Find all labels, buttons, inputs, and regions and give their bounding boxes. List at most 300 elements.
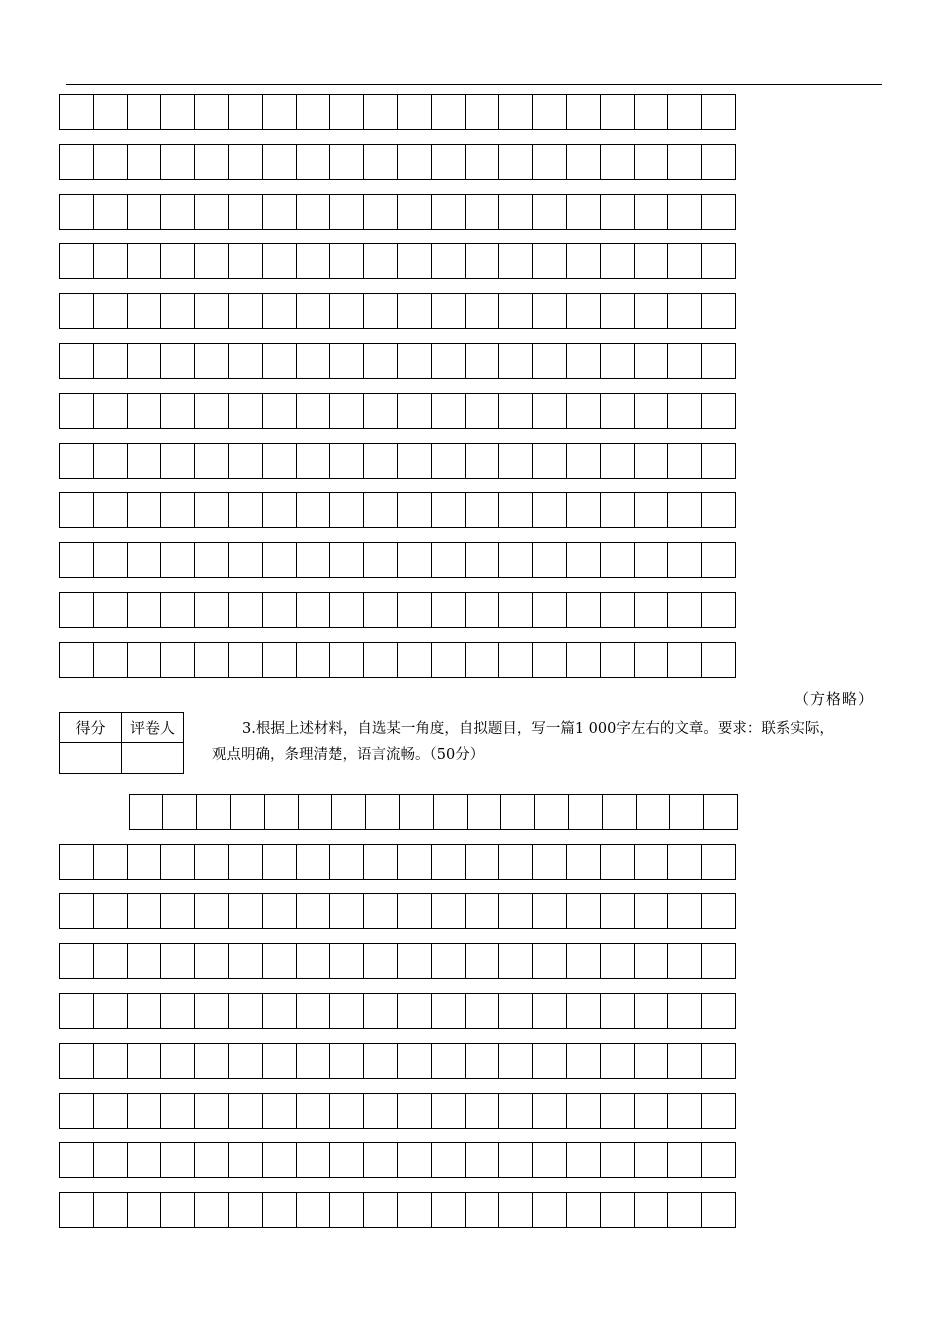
writing-cell[interactable] xyxy=(262,592,297,628)
writing-cell[interactable] xyxy=(465,943,500,979)
writing-cell[interactable] xyxy=(465,993,500,1029)
writing-cell[interactable] xyxy=(363,343,398,379)
writing-cell[interactable] xyxy=(59,542,94,578)
writing-cell[interactable] xyxy=(93,144,128,180)
writing-cell[interactable] xyxy=(329,1192,364,1228)
writing-cell[interactable] xyxy=(262,1142,297,1178)
writing-cell[interactable] xyxy=(228,492,263,528)
writing-cell[interactable] xyxy=(228,144,263,180)
writing-cell[interactable] xyxy=(194,94,229,130)
writing-cell[interactable] xyxy=(498,393,533,429)
writing-cell[interactable] xyxy=(127,393,162,429)
writing-cell[interactable] xyxy=(59,1142,94,1178)
writing-cell[interactable] xyxy=(296,94,331,130)
writing-cell[interactable] xyxy=(600,443,635,479)
writing-cell[interactable] xyxy=(532,1043,567,1079)
writing-cell[interactable] xyxy=(127,1192,162,1228)
writing-cell[interactable] xyxy=(93,592,128,628)
writing-cell[interactable] xyxy=(262,943,297,979)
writing-cell[interactable] xyxy=(296,492,331,528)
writing-cell[interactable] xyxy=(566,243,601,279)
writing-cell[interactable] xyxy=(433,794,468,830)
writing-cell[interactable] xyxy=(93,1142,128,1178)
writing-cell[interactable] xyxy=(93,844,128,880)
writing-cell[interactable] xyxy=(498,893,533,929)
writing-cell[interactable] xyxy=(194,642,229,678)
writing-cell[interactable] xyxy=(127,642,162,678)
writing-cell[interactable] xyxy=(667,642,702,678)
writing-cell[interactable] xyxy=(296,1043,331,1079)
writing-cell[interactable] xyxy=(600,194,635,230)
writing-cell[interactable] xyxy=(498,993,533,1029)
writing-cell[interactable] xyxy=(329,343,364,379)
writing-cell[interactable] xyxy=(162,794,197,830)
writing-cell[interactable] xyxy=(59,443,94,479)
writing-cell[interactable] xyxy=(397,1192,432,1228)
writing-cell[interactable] xyxy=(194,893,229,929)
writing-cell[interactable] xyxy=(600,542,635,578)
writing-cell[interactable] xyxy=(296,592,331,628)
writing-cell[interactable] xyxy=(566,1043,601,1079)
writing-cell[interactable] xyxy=(127,592,162,628)
writing-cell[interactable] xyxy=(160,844,195,880)
writing-cell[interactable] xyxy=(93,293,128,329)
writing-cell[interactable] xyxy=(634,1192,669,1228)
writing-cell[interactable] xyxy=(634,1043,669,1079)
writing-cell[interactable] xyxy=(667,343,702,379)
writing-cell[interactable] xyxy=(534,794,569,830)
writing-cell[interactable] xyxy=(160,592,195,628)
writing-cell[interactable] xyxy=(93,1093,128,1129)
writing-cell[interactable] xyxy=(600,993,635,1029)
writing-cell[interactable] xyxy=(431,993,466,1029)
writing-cell[interactable] xyxy=(701,844,736,880)
writing-cell[interactable] xyxy=(566,492,601,528)
writing-cell[interactable] xyxy=(127,1142,162,1178)
writing-cell[interactable] xyxy=(194,542,229,578)
writing-cell[interactable] xyxy=(194,1043,229,1079)
writing-cell[interactable] xyxy=(296,993,331,1029)
writing-cell[interactable] xyxy=(465,94,500,130)
writing-cell[interactable] xyxy=(498,844,533,880)
writing-cell[interactable] xyxy=(262,1192,297,1228)
writing-cell[interactable] xyxy=(296,343,331,379)
writing-cell[interactable] xyxy=(532,492,567,528)
writing-cell[interactable] xyxy=(465,144,500,180)
writing-cell[interactable] xyxy=(701,1043,736,1079)
writing-cell[interactable] xyxy=(532,592,567,628)
writing-cell[interactable] xyxy=(634,243,669,279)
writing-cell[interactable] xyxy=(431,844,466,880)
writing-cell[interactable] xyxy=(600,94,635,130)
grader-field[interactable] xyxy=(122,743,184,774)
writing-cell[interactable] xyxy=(667,393,702,429)
writing-cell[interactable] xyxy=(160,144,195,180)
writing-cell[interactable] xyxy=(566,144,601,180)
writing-cell[interactable] xyxy=(667,542,702,578)
writing-cell[interactable] xyxy=(397,592,432,628)
writing-cell[interactable] xyxy=(329,194,364,230)
writing-cell[interactable] xyxy=(296,393,331,429)
writing-cell[interactable] xyxy=(329,1043,364,1079)
writing-cell[interactable] xyxy=(228,243,263,279)
writing-cell[interactable] xyxy=(160,293,195,329)
writing-cell[interactable] xyxy=(262,144,297,180)
writing-cell[interactable] xyxy=(194,1093,229,1129)
writing-cell[interactable] xyxy=(566,94,601,130)
writing-cell[interactable] xyxy=(59,943,94,979)
writing-cell[interactable] xyxy=(498,492,533,528)
writing-cell[interactable] xyxy=(363,492,398,528)
writing-cell[interactable] xyxy=(329,94,364,130)
writing-cell[interactable] xyxy=(363,844,398,880)
writing-cell[interactable] xyxy=(498,443,533,479)
writing-cell[interactable] xyxy=(329,893,364,929)
writing-cell[interactable] xyxy=(160,94,195,130)
writing-cell[interactable] xyxy=(296,144,331,180)
writing-cell[interactable] xyxy=(600,393,635,429)
writing-cell[interactable] xyxy=(59,144,94,180)
writing-cell[interactable] xyxy=(498,194,533,230)
writing-cell[interactable] xyxy=(363,293,398,329)
writing-cell[interactable] xyxy=(127,343,162,379)
writing-cell[interactable] xyxy=(160,943,195,979)
writing-cell[interactable] xyxy=(431,492,466,528)
writing-cell[interactable] xyxy=(500,794,535,830)
writing-cell[interactable] xyxy=(465,893,500,929)
writing-cell[interactable] xyxy=(634,194,669,230)
writing-cell[interactable] xyxy=(262,293,297,329)
writing-cell[interactable] xyxy=(667,844,702,880)
writing-cell[interactable] xyxy=(264,794,299,830)
writing-cell[interactable] xyxy=(532,1192,567,1228)
writing-cell[interactable] xyxy=(667,1142,702,1178)
writing-cell[interactable] xyxy=(363,194,398,230)
writing-cell[interactable] xyxy=(59,844,94,880)
writing-cell[interactable] xyxy=(160,194,195,230)
writing-cell[interactable] xyxy=(397,492,432,528)
writing-cell[interactable] xyxy=(498,642,533,678)
writing-cell[interactable] xyxy=(93,393,128,429)
writing-cell[interactable] xyxy=(194,443,229,479)
writing-cell[interactable] xyxy=(262,94,297,130)
writing-cell[interactable] xyxy=(262,642,297,678)
writing-cell[interactable] xyxy=(634,492,669,528)
writing-cell[interactable] xyxy=(93,993,128,1029)
writing-cell[interactable] xyxy=(262,243,297,279)
writing-cell[interactable] xyxy=(498,1142,533,1178)
writing-cell[interactable] xyxy=(160,1093,195,1129)
writing-cell[interactable] xyxy=(329,1142,364,1178)
writing-cell[interactable] xyxy=(600,343,635,379)
writing-cell[interactable] xyxy=(465,844,500,880)
writing-cell[interactable] xyxy=(262,343,297,379)
writing-cell[interactable] xyxy=(600,1192,635,1228)
writing-cell[interactable] xyxy=(329,943,364,979)
writing-cell[interactable] xyxy=(701,443,736,479)
writing-cell[interactable] xyxy=(127,492,162,528)
writing-cell[interactable] xyxy=(566,343,601,379)
writing-cell[interactable] xyxy=(228,993,263,1029)
writing-cell[interactable] xyxy=(566,194,601,230)
writing-cell[interactable] xyxy=(532,94,567,130)
writing-cell[interactable] xyxy=(667,592,702,628)
writing-cell[interactable] xyxy=(194,993,229,1029)
writing-cell[interactable] xyxy=(431,1093,466,1129)
writing-cell[interactable] xyxy=(600,943,635,979)
writing-cell[interactable] xyxy=(59,893,94,929)
writing-cell[interactable] xyxy=(296,893,331,929)
writing-cell[interactable] xyxy=(397,293,432,329)
writing-cell[interactable] xyxy=(228,1043,263,1079)
writing-cell[interactable] xyxy=(329,293,364,329)
writing-cell[interactable] xyxy=(329,443,364,479)
writing-cell[interactable] xyxy=(431,443,466,479)
writing-cell[interactable] xyxy=(363,443,398,479)
writing-cell[interactable] xyxy=(59,492,94,528)
writing-cell[interactable] xyxy=(228,443,263,479)
writing-cell[interactable] xyxy=(701,293,736,329)
writing-cell[interactable] xyxy=(532,993,567,1029)
writing-cell[interactable] xyxy=(568,794,603,830)
writing-cell[interactable] xyxy=(59,592,94,628)
writing-cell[interactable] xyxy=(397,144,432,180)
writing-cell[interactable] xyxy=(399,794,434,830)
writing-cell[interactable] xyxy=(194,1142,229,1178)
writing-cell[interactable] xyxy=(296,642,331,678)
writing-cell[interactable] xyxy=(228,943,263,979)
writing-cell[interactable] xyxy=(431,243,466,279)
writing-cell[interactable] xyxy=(329,144,364,180)
score-field[interactable] xyxy=(60,743,122,774)
writing-cell[interactable] xyxy=(262,1043,297,1079)
writing-cell[interactable] xyxy=(329,393,364,429)
writing-cell[interactable] xyxy=(127,993,162,1029)
writing-cell[interactable] xyxy=(532,1142,567,1178)
writing-cell[interactable] xyxy=(667,194,702,230)
writing-cell[interactable] xyxy=(127,844,162,880)
writing-cell[interactable] xyxy=(636,794,671,830)
writing-cell[interactable] xyxy=(701,1093,736,1129)
writing-cell[interactable] xyxy=(363,542,398,578)
writing-cell[interactable] xyxy=(93,243,128,279)
writing-cell[interactable] xyxy=(228,642,263,678)
writing-cell[interactable] xyxy=(701,993,736,1029)
writing-cell[interactable] xyxy=(566,1093,601,1129)
writing-cell[interactable] xyxy=(127,542,162,578)
writing-cell[interactable] xyxy=(363,1192,398,1228)
writing-cell[interactable] xyxy=(296,1093,331,1129)
writing-cell[interactable] xyxy=(701,194,736,230)
writing-cell[interactable] xyxy=(397,642,432,678)
writing-cell[interactable] xyxy=(127,144,162,180)
writing-cell[interactable] xyxy=(397,844,432,880)
writing-cell[interactable] xyxy=(465,243,500,279)
writing-cell[interactable] xyxy=(566,844,601,880)
writing-cell[interactable] xyxy=(262,1093,297,1129)
writing-cell[interactable] xyxy=(701,592,736,628)
writing-cell[interactable] xyxy=(160,542,195,578)
writing-cell[interactable] xyxy=(667,243,702,279)
writing-cell[interactable] xyxy=(431,642,466,678)
writing-cell[interactable] xyxy=(431,592,466,628)
writing-cell[interactable] xyxy=(566,993,601,1029)
writing-cell[interactable] xyxy=(498,1043,533,1079)
writing-cell[interactable] xyxy=(498,243,533,279)
writing-cell[interactable] xyxy=(127,243,162,279)
writing-cell[interactable] xyxy=(634,393,669,429)
writing-cell[interactable] xyxy=(566,1192,601,1228)
writing-cell[interactable] xyxy=(93,1043,128,1079)
writing-cell[interactable] xyxy=(363,1043,398,1079)
writing-cell[interactable] xyxy=(600,243,635,279)
writing-cell[interactable] xyxy=(194,592,229,628)
writing-cell[interactable] xyxy=(566,293,601,329)
writing-cell[interactable] xyxy=(59,1043,94,1079)
writing-cell[interactable] xyxy=(600,893,635,929)
writing-cell[interactable] xyxy=(127,943,162,979)
writing-cell[interactable] xyxy=(329,592,364,628)
writing-cell[interactable] xyxy=(431,343,466,379)
writing-cell[interactable] xyxy=(465,1192,500,1228)
writing-cell[interactable] xyxy=(228,393,263,429)
writing-cell[interactable] xyxy=(298,794,333,830)
writing-cell[interactable] xyxy=(59,343,94,379)
writing-cell[interactable] xyxy=(532,844,567,880)
writing-cell[interactable] xyxy=(634,993,669,1029)
writing-cell[interactable] xyxy=(194,194,229,230)
writing-cell[interactable] xyxy=(228,592,263,628)
writing-cell[interactable] xyxy=(93,443,128,479)
writing-cell[interactable] xyxy=(127,1093,162,1129)
writing-cell[interactable] xyxy=(600,642,635,678)
writing-cell[interactable] xyxy=(667,144,702,180)
writing-cell[interactable] xyxy=(667,943,702,979)
writing-cell[interactable] xyxy=(363,642,398,678)
writing-cell[interactable] xyxy=(498,94,533,130)
writing-cell[interactable] xyxy=(160,492,195,528)
writing-cell[interactable] xyxy=(397,393,432,429)
writing-cell[interactable] xyxy=(194,144,229,180)
writing-cell[interactable] xyxy=(566,592,601,628)
writing-cell[interactable] xyxy=(127,293,162,329)
writing-cell[interactable] xyxy=(703,794,738,830)
writing-cell[interactable] xyxy=(228,1093,263,1129)
writing-cell[interactable] xyxy=(296,1192,331,1228)
writing-cell[interactable] xyxy=(465,542,500,578)
writing-cell[interactable] xyxy=(498,542,533,578)
writing-cell[interactable] xyxy=(194,492,229,528)
writing-cell[interactable] xyxy=(465,1093,500,1129)
writing-cell[interactable] xyxy=(566,893,601,929)
writing-cell[interactable] xyxy=(669,794,704,830)
writing-cell[interactable] xyxy=(194,343,229,379)
writing-cell[interactable] xyxy=(701,144,736,180)
writing-cell[interactable] xyxy=(667,1192,702,1228)
writing-cell[interactable] xyxy=(467,794,502,830)
writing-cell[interactable] xyxy=(634,642,669,678)
writing-cell[interactable] xyxy=(600,144,635,180)
writing-cell[interactable] xyxy=(465,343,500,379)
writing-cell[interactable] xyxy=(397,1043,432,1079)
writing-cell[interactable] xyxy=(532,943,567,979)
writing-cell[interactable] xyxy=(93,194,128,230)
writing-cell[interactable] xyxy=(59,1192,94,1228)
writing-cell[interactable] xyxy=(634,844,669,880)
writing-cell[interactable] xyxy=(634,1093,669,1129)
writing-cell[interactable] xyxy=(93,343,128,379)
writing-cell[interactable] xyxy=(667,1093,702,1129)
writing-cell[interactable] xyxy=(667,94,702,130)
writing-cell[interactable] xyxy=(431,144,466,180)
writing-cell[interactable] xyxy=(600,844,635,880)
writing-cell[interactable] xyxy=(532,542,567,578)
writing-cell[interactable] xyxy=(431,293,466,329)
writing-cell[interactable] xyxy=(566,642,601,678)
writing-cell[interactable] xyxy=(160,1142,195,1178)
writing-cell[interactable] xyxy=(329,844,364,880)
writing-cell[interactable] xyxy=(465,642,500,678)
writing-cell[interactable] xyxy=(160,393,195,429)
writing-cell[interactable] xyxy=(667,893,702,929)
writing-cell[interactable] xyxy=(498,592,533,628)
writing-cell[interactable] xyxy=(532,893,567,929)
writing-cell[interactable] xyxy=(566,443,601,479)
writing-cell[interactable] xyxy=(127,194,162,230)
writing-cell[interactable] xyxy=(228,194,263,230)
writing-cell[interactable] xyxy=(701,1142,736,1178)
writing-cell[interactable] xyxy=(532,443,567,479)
writing-cell[interactable] xyxy=(600,1142,635,1178)
writing-cell[interactable] xyxy=(228,1142,263,1178)
writing-cell[interactable] xyxy=(701,393,736,429)
writing-cell[interactable] xyxy=(363,893,398,929)
writing-cell[interactable] xyxy=(465,443,500,479)
writing-cell[interactable] xyxy=(701,343,736,379)
writing-cell[interactable] xyxy=(431,943,466,979)
writing-cell[interactable] xyxy=(465,393,500,429)
writing-cell[interactable] xyxy=(465,492,500,528)
writing-cell[interactable] xyxy=(228,893,263,929)
writing-cell[interactable] xyxy=(127,443,162,479)
writing-cell[interactable] xyxy=(667,492,702,528)
writing-cell[interactable] xyxy=(667,993,702,1029)
writing-cell[interactable] xyxy=(667,443,702,479)
writing-cell[interactable] xyxy=(296,293,331,329)
writing-cell[interactable] xyxy=(228,94,263,130)
writing-cell[interactable] xyxy=(566,943,601,979)
writing-cell[interactable] xyxy=(296,194,331,230)
writing-cell[interactable] xyxy=(194,943,229,979)
writing-cell[interactable] xyxy=(262,194,297,230)
writing-cell[interactable] xyxy=(363,144,398,180)
writing-cell[interactable] xyxy=(93,1192,128,1228)
writing-cell[interactable] xyxy=(93,943,128,979)
writing-cell[interactable] xyxy=(532,194,567,230)
writing-cell[interactable] xyxy=(566,1142,601,1178)
writing-cell[interactable] xyxy=(701,243,736,279)
writing-cell[interactable] xyxy=(296,243,331,279)
writing-cell[interactable] xyxy=(228,1192,263,1228)
writing-cell[interactable] xyxy=(59,293,94,329)
writing-cell[interactable] xyxy=(93,642,128,678)
writing-cell[interactable] xyxy=(363,592,398,628)
writing-cell[interactable] xyxy=(602,794,637,830)
writing-cell[interactable] xyxy=(397,943,432,979)
writing-cell[interactable] xyxy=(634,443,669,479)
writing-cell[interactable] xyxy=(600,1093,635,1129)
writing-cell[interactable] xyxy=(329,542,364,578)
